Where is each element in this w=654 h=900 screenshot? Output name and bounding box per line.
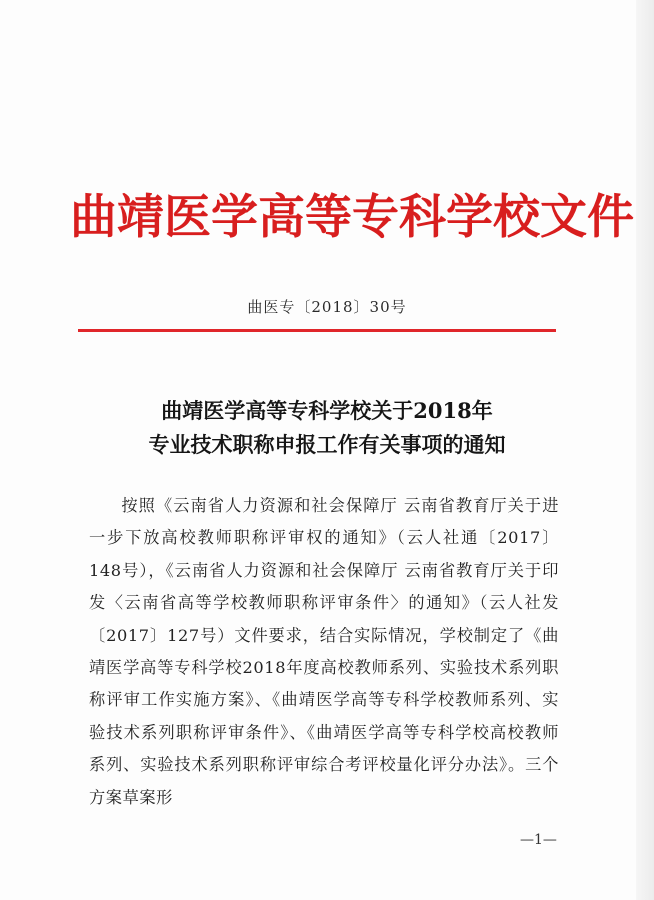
notice-title-line-2: 专业技术职称申报工作有关事项的通知: [148, 432, 506, 457]
notice-title-line-1: 曲靖医学高等专科学校关于2018年: [161, 398, 493, 423]
document-number: 曲医专〔2018〕30号: [247, 298, 407, 316]
red-divider-line: [78, 329, 556, 332]
body-paragraph: 按照《云南省人力资源和社会保障厅 云南省教育厅关于进一步下放高校教师职称评审权的通知》（云人社通〔2017〕148号），《云南省人力资源和社会保障厅 云南省教育厅关于印发〈云南省高等学校教师职称评审条件〉的通知》（云人社发〔2017〕127号）文件要求，结合实际情况，学校制定了《曲靖医学高等专科学校2018年度高校教师系列、实验技术系列职称评审工作实施方案》、《曲靖医学高等专科学校教师系列、实验技术系列职称评审条件》、《曲靖医学高等专科学校高校教师系列、实验技术系列职称评审综合考评校量化评分办法》。三个方案草案形: [89, 496, 559, 807]
document-header-title: 曲靖医学高等专科学校文件: [70, 190, 634, 245]
page-number: —1—: [520, 832, 557, 848]
body-text: [89, 490, 559, 814]
